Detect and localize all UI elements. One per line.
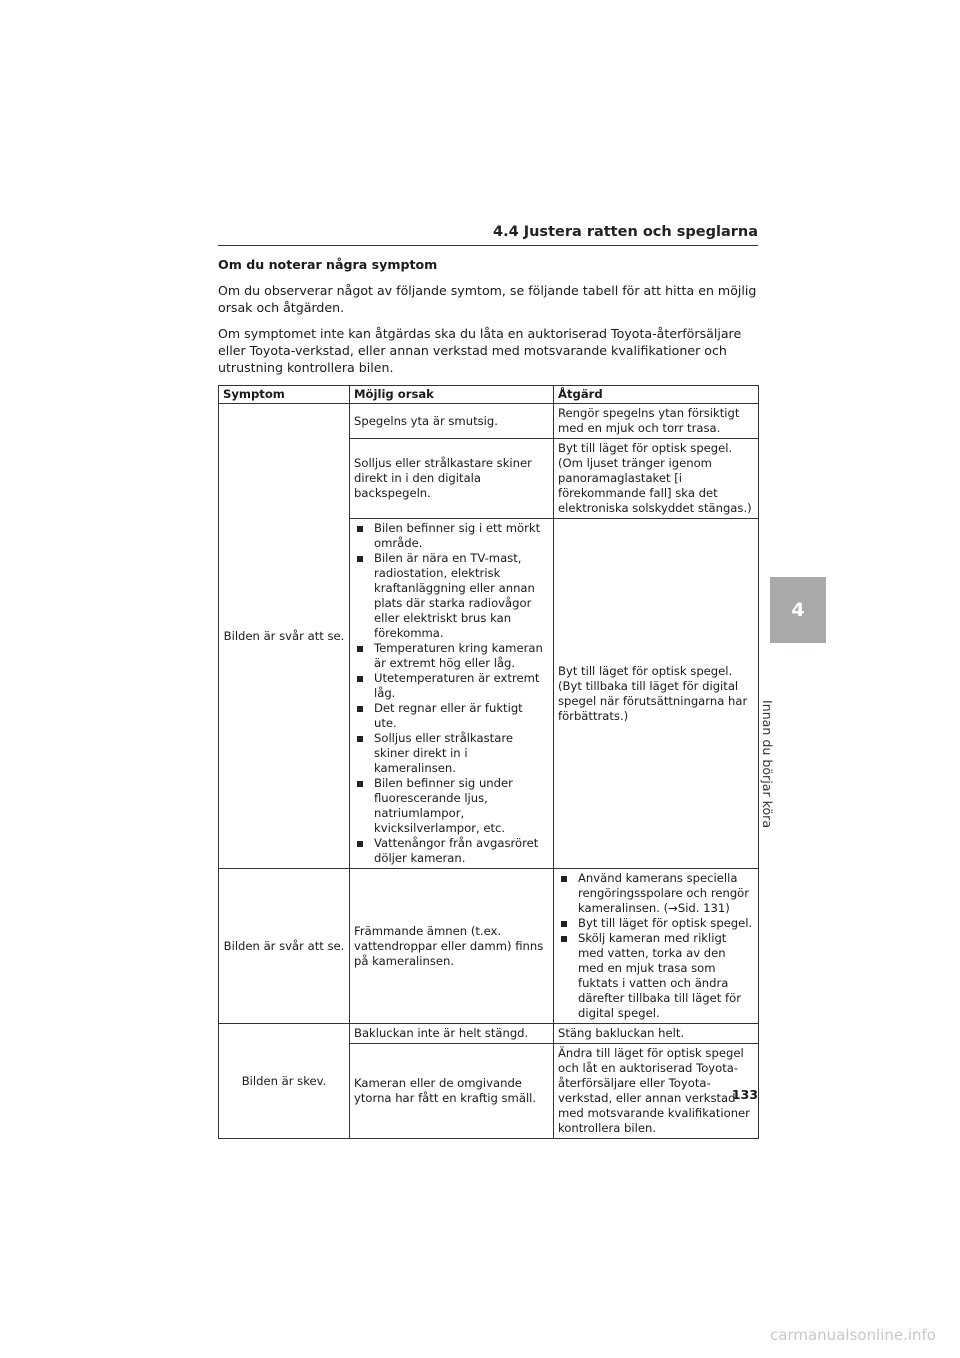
action-cell: Ändra till läget för optisk spegel och låt en auktoriserad Toyota-återförsäljare eller Toyota-verkstad, eller annan verkstad med motsvarande kvalifikationer kontrollera bilen.: [554, 1044, 759, 1139]
chapter-number: 4: [791, 599, 805, 621]
action-cell: Stäng bakluckan helt.: [554, 1024, 759, 1044]
watermark: carmanualsonline.info: [770, 1326, 936, 1344]
list-item: Bilen är nära en TV-mast, radiostation, elektrisk kraftanläggning eller annan plats där starka radiovågor eller elektriskt brus kan förekomma.: [354, 551, 549, 641]
action-cell: Byt till läget för optisk spegel. (Om ljuset tränger igenom panoramaglastaket [i förekommande fall] ska det elektroniska solskyddet stängas.): [554, 439, 759, 519]
chapter-tab: [770, 577, 826, 643]
header-rule: [218, 245, 758, 246]
page-content: [218, 256, 758, 1139]
intro-paragraph: Om du observerar något av följande symtom, se följande tabell för att hitta en möjlig orsak och åtgärden.: [218, 283, 757, 315]
cause-cell: Bakluckan inte är helt stängd.: [350, 1024, 554, 1044]
header-title: 4.4 Justera ratten och speglarna: [492, 224, 758, 240]
cause-cell: [350, 519, 554, 869]
symptom-table: [218, 385, 759, 1139]
list-item: Temperaturen kring kameran är extremt hög eller låg.: [354, 641, 549, 671]
list-item: Solljus eller strålkastare skiner direkt in i kameralinsen.: [354, 731, 549, 776]
action-list: [558, 871, 754, 1021]
action-cell: Byt till läget för optisk spegel. (Byt tillbaka till läget för digital spegel när förutsättningarna har förbättrats.): [554, 519, 759, 869]
cause-cell: Kameran eller de omgivande ytorna har fått en kraftig smäll.: [350, 1044, 554, 1139]
list-item: Använd kamerans speciella rengöringsspolare och rengör kameralinsen. (→Sid. 131): [558, 871, 754, 916]
table-row: [219, 869, 759, 1024]
table-header-row: [219, 386, 759, 404]
symptom-cell: Bilden är skev.: [219, 1024, 350, 1139]
list-item: Bilen befinner sig i ett mörkt område.: [354, 521, 549, 551]
symptom-cell: Bilden är svår att se.: [219, 869, 350, 1024]
contact-paragraph: Om symptomet inte kan åtgärdas ska du låta en auktoriserad Toyota-återförsäljare eller Toyota-verkstad, eller annan verkstad med motsvarande kvalifikationer och utrustning kontrollera bilen.: [218, 326, 742, 375]
table-row: [219, 1024, 759, 1044]
list-item: Bilen befinner sig under fluorescerande ljus, natriumlampor, kvicksilverlampor, etc.: [354, 776, 549, 836]
header-symptom: Symptom: [219, 386, 350, 404]
list-item: Skölj kameran med rikligt med vatten, torka av den med en mjuk trasa som fuktats i vatten och ändra därefter tillbaka till läget för digital spegel.: [558, 931, 754, 1021]
list-item: Vattenångor från avgasröret döljer kameran.: [354, 836, 549, 866]
cause-cell: Solljus eller strålkastare skiner direkt in i den digitala backspegeln.: [350, 439, 554, 519]
list-item: Utetemperaturen är extremt låg.: [354, 671, 549, 701]
list-item: Byt till läget för optisk spegel.: [558, 916, 754, 931]
section-heading: Om du noterar några symptom: [218, 257, 438, 272]
cause-cell: Spegelns yta är smutsig.: [350, 404, 554, 439]
cause-list: [354, 521, 549, 866]
header-cause: Möjlig orsak: [350, 386, 554, 404]
table-row: [219, 404, 759, 439]
symptom-cell: Bilden är svår att se.: [219, 404, 350, 869]
chapter-label-text: Innan du börjar köra: [760, 700, 775, 829]
list-item: Det regnar eller är fuktigt ute.: [354, 701, 549, 731]
header-action: Åtgärd: [554, 386, 759, 404]
action-cell: Rengör spegelns ytan försiktigt med en mjuk och torr trasa.: [554, 404, 759, 439]
page-number: 133: [731, 1087, 758, 1102]
action-cell: [554, 869, 759, 1024]
cause-cell: Främmande ämnen (t.ex. vattendroppar eller damm) finns på kameralinsen.: [350, 869, 554, 1024]
